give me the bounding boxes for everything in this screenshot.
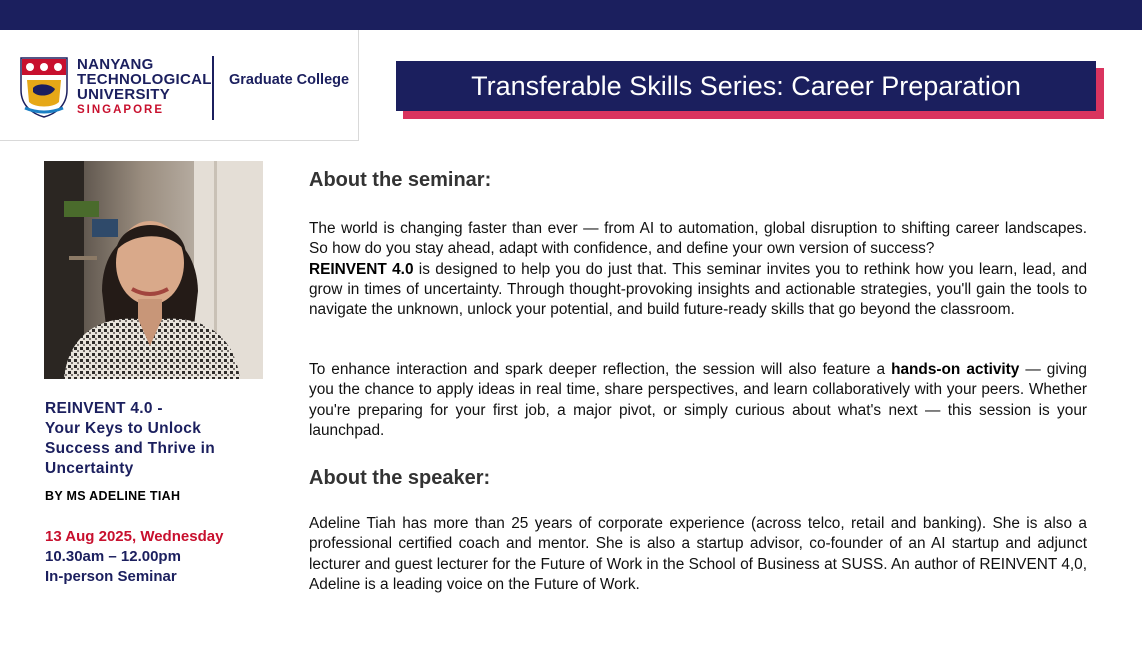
- seminar-p2-text: To enhance interaction and spark deeper reflection, the session will also feature a: [309, 361, 892, 378]
- seminar-p2-text-2: — giving you the chance to apply ideas in real time, share perspectives, and learn collaboratively with your peers. Whether you're preparing for your first job, a major pivot, or simply curious about what's next — this session is your launchpad.: [309, 361, 1087, 439]
- seminar-p1-text-2: is designed to help you do just that. This seminar invites you to rethink how you learn, lead, and grow in times of uncertainty. Through thought-provoking insights and actionable strategies, you'll gain the tools to navigate the unknown, unlock your potential, and build future-ready skills that go beyond the classroom.: [309, 260, 1087, 319]
- seminar-paragraph-2: [309, 360, 1087, 441]
- university-name: [77, 57, 212, 118]
- event-date: 13 Aug 2025, Wednesday: [45, 528, 224, 545]
- seminar-p2-bold: hands-on activity: [891, 361, 1020, 378]
- seminar-p1-bold: REINVENT 4.0: [309, 260, 414, 278]
- series-title: Transferable Skills Series: Career Preparation: [471, 70, 1021, 101]
- event-title: [45, 399, 285, 479]
- speaker-byline: BY MS ADELINE TIAH: [45, 489, 181, 503]
- seminar-heading: About the seminar:: [309, 169, 492, 191]
- event-title-line3: Success and Thrive in: [45, 440, 215, 457]
- event-title-line2: Your Keys to Unlock: [45, 420, 202, 437]
- event-time: 10.30am – 12.00pm: [45, 548, 181, 565]
- event-mode: In-person Seminar: [45, 568, 177, 585]
- college-label: Graduate College: [229, 72, 350, 88]
- university-line3: UNIVERSITY: [77, 86, 171, 103]
- event-title-line4: Uncertainty: [45, 460, 134, 477]
- ntu-logo-block: [0, 30, 359, 141]
- speaker-bio: Adeline Tiah has more than 25 years of corporate experience (across telco, retail and banking). She is also a professional certified coach and mentor. She is also a startup advisor, co-founder of an AI startup and adjunct lecturer and guest lecturer for the Future of Work in the School of Business at SUSS. An author of REINVENT 4,0, Adeline is a leading voice on the Future of Work.: [309, 515, 1087, 593]
- logo-divider: [212, 56, 214, 120]
- event-title-line1: REINVENT 4.0 -: [45, 400, 163, 417]
- banner-main: [396, 61, 1096, 111]
- speaker-photo: [44, 161, 263, 379]
- top-bar: [0, 0, 1142, 30]
- ntu-crest-icon: [19, 56, 69, 118]
- university-line1: NANYANG: [77, 56, 154, 73]
- university-line2: TECHNOLOGICAL: [77, 71, 212, 88]
- series-title-banner: [396, 61, 1104, 119]
- seminar-p1-text: The world is changing faster than ever — from AI to automation, global disruption to shifting career landscapes. So how do you stay ahead, adapt with confidence, and define your own version of success?: [309, 220, 1087, 258]
- speaker-heading: About the speaker:: [309, 467, 491, 489]
- seminar-paragraph-1: [309, 219, 1087, 320]
- university-line4: SINGAPORE: [77, 104, 165, 116]
